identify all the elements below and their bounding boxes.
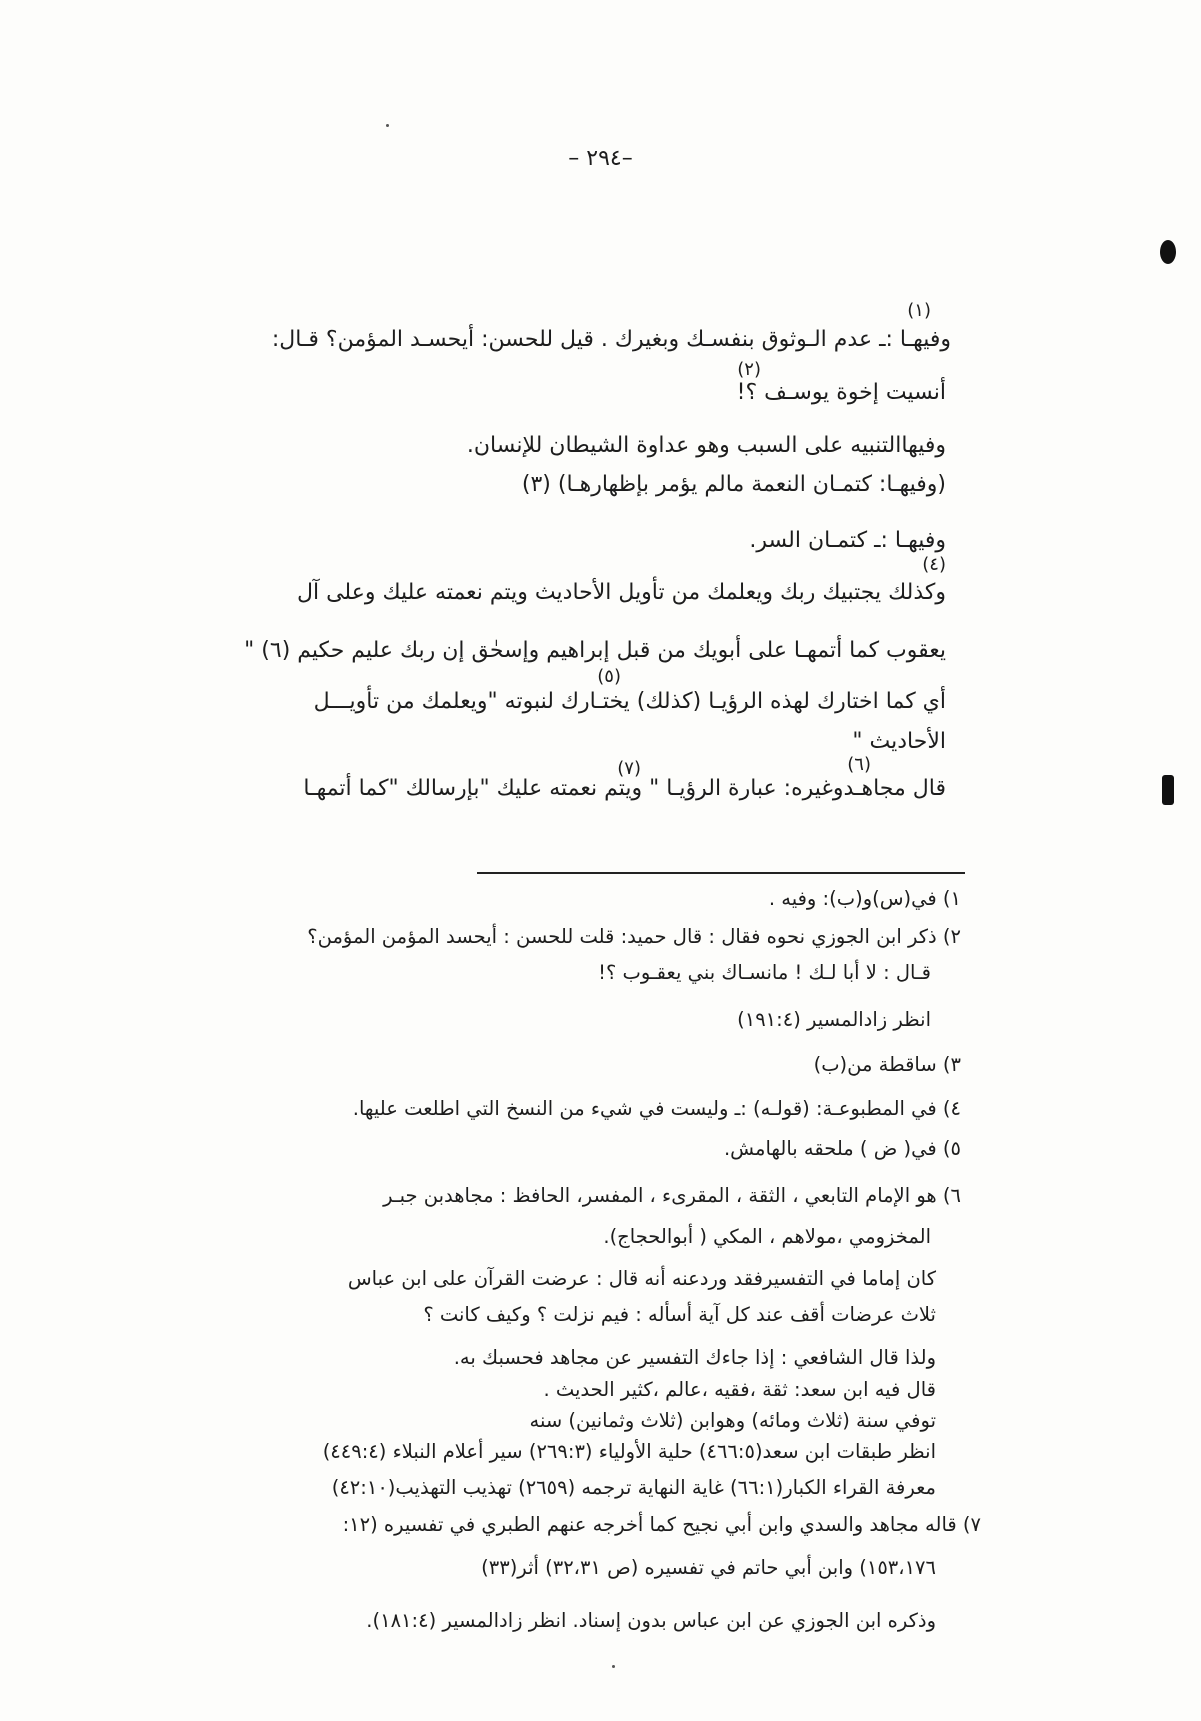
footnote-line: ١٥٣،١٧٦) وابن أبي حاتم في تفسيره (ص ٣٢،٣١) أثر(٣٣) bbox=[481, 1556, 936, 1579]
footnote-line: ٥) في( ض ) ملحقه بالهامش. bbox=[723, 1137, 961, 1160]
punch-hole-mark bbox=[1162, 775, 1174, 805]
text-line: يعقوب كما أتمهـا على أبويك من قبل إبراهيم وإسحٰق إن ربك عليم حكيم (٦) " bbox=[244, 638, 946, 663]
scan-speck bbox=[386, 124, 389, 127]
footnote-line: ثلاث عرضات أقف عند كل آية أسأله : فيم نزلت ؟ وكيف كانت ؟ bbox=[423, 1303, 936, 1326]
page-number: –٢٩٤ – bbox=[568, 146, 633, 171]
text-line: وكذلك يجتبيك ربك ويعلمك من تأويل الأحاديث ويتم نعمته عليك وعلى آل bbox=[296, 580, 946, 605]
scan-speck bbox=[612, 1665, 615, 1668]
footnote-ref: (٧) bbox=[617, 758, 641, 779]
footnote-ref: (٢) bbox=[737, 359, 761, 380]
footnote-ref: (٦) bbox=[847, 754, 871, 775]
footnote-line: وذكره ابن الجوزي عن ابن عباس بدون إسناد. انظر زادالمسير (١٨١:٤). bbox=[366, 1609, 936, 1632]
footnote-line: ٢) ذكر ابن الجوزي نحوه فقال : قال حميد: قلت للحسن : أيحسد المؤمن المؤمن؟ bbox=[307, 925, 961, 948]
footnote-line: معرفة القراء الكبار(٦٦:١) غاية النهاية ترجمه (٢٦٥٩) تهذيب التهذيب(٤٢:١٠) bbox=[331, 1476, 936, 1499]
footnote-line: انظر زادالمسير (١٩١:٤) bbox=[737, 1008, 931, 1031]
text-line: (وفيهـا: كتمـان النعمة مالم يؤمر بإظهارهـا) (٣) bbox=[521, 472, 946, 497]
footnote-line: ٣) ساقطة من(ب) bbox=[813, 1053, 961, 1076]
text-line: أنسيت إخوة يوسـف ؟! bbox=[736, 380, 946, 405]
text-line: الأحاديث " bbox=[852, 729, 946, 754]
footnote-divider bbox=[477, 872, 965, 874]
footnote-line: المخزومي ،مولاهم ، المكي ( أبوالحجاج). bbox=[603, 1225, 931, 1248]
text-line: أي كما اختارك لهذه الرؤيـا (كذلك) يختـارك لنبوته "ويعلمك من تأويـــل bbox=[313, 689, 946, 714]
footnote-line: قال فيه ابن سعد: ثقة ،فقيه ،عالم ،كثير الحديث . bbox=[543, 1378, 936, 1401]
footnote-line: ٧) قاله مجاهد والسدي وابن أبي نجيح كما أخرجه عنهم الطبري في تفسيره (١٢: bbox=[342, 1513, 981, 1536]
footnote-line: ٦) هو الإمام التابعي ، الثقة ، المقرىء ، المفسر، الحافظ : مجاهدبن جبـر bbox=[383, 1184, 961, 1207]
text-line: وفيهاالتنبيه على السبب وهو عداوة الشيطان للإنسان. bbox=[466, 433, 946, 458]
footnote-line: قـال : لا أبا لـك ! مانسـاك بني يعقـوب ؟! bbox=[598, 961, 931, 984]
footnote-ref: (٤) bbox=[922, 554, 946, 575]
text-line: قال مجاهـدوغيره: عبارة الرؤيـا " ويتم نعمته عليك "بإرسالك "كما أتمهـا bbox=[303, 776, 946, 801]
footnote-ref: (١) bbox=[907, 300, 931, 321]
text-line: وفيهـا :ـ عدم الـوثوق بنفسـك وبغيرك . قيل للحسن: أيحسـد المؤمن؟ قـال: bbox=[271, 327, 951, 352]
footnote-line: ٤) في المطبوعـة: (قولـه) :ـ وليست في شيء من النسخ التي اطلعت عليها. bbox=[352, 1097, 961, 1120]
punch-hole-mark bbox=[1160, 240, 1176, 264]
text-line: وفيهـا :ـ كتمـان السر. bbox=[749, 528, 946, 553]
footnote-ref: (٥) bbox=[597, 666, 621, 687]
footnote-line: توفي سنة (ثلاث ومائه) وهوابن (ثلاث وثمانين) سنه bbox=[529, 1409, 936, 1432]
footnote-line: ولذا قال الشافعي : إذا جاءك التفسير عن مجاهد فحسبك به. bbox=[453, 1346, 936, 1369]
footnote-line: انظر طبقات ابن سعد(٤٦٦:٥) حلية الأولياء (٢٦٩:٣) سير أعلام النبلاء (٤٤٩:٤) bbox=[322, 1440, 936, 1463]
footnote-line: ١) في(س)و(ب): وفيه . bbox=[768, 887, 961, 910]
footnote-line: كان إماما في التفسيرفقد وردعنه أنه قال : عرضت القرآن على ابن عباس bbox=[347, 1267, 936, 1290]
